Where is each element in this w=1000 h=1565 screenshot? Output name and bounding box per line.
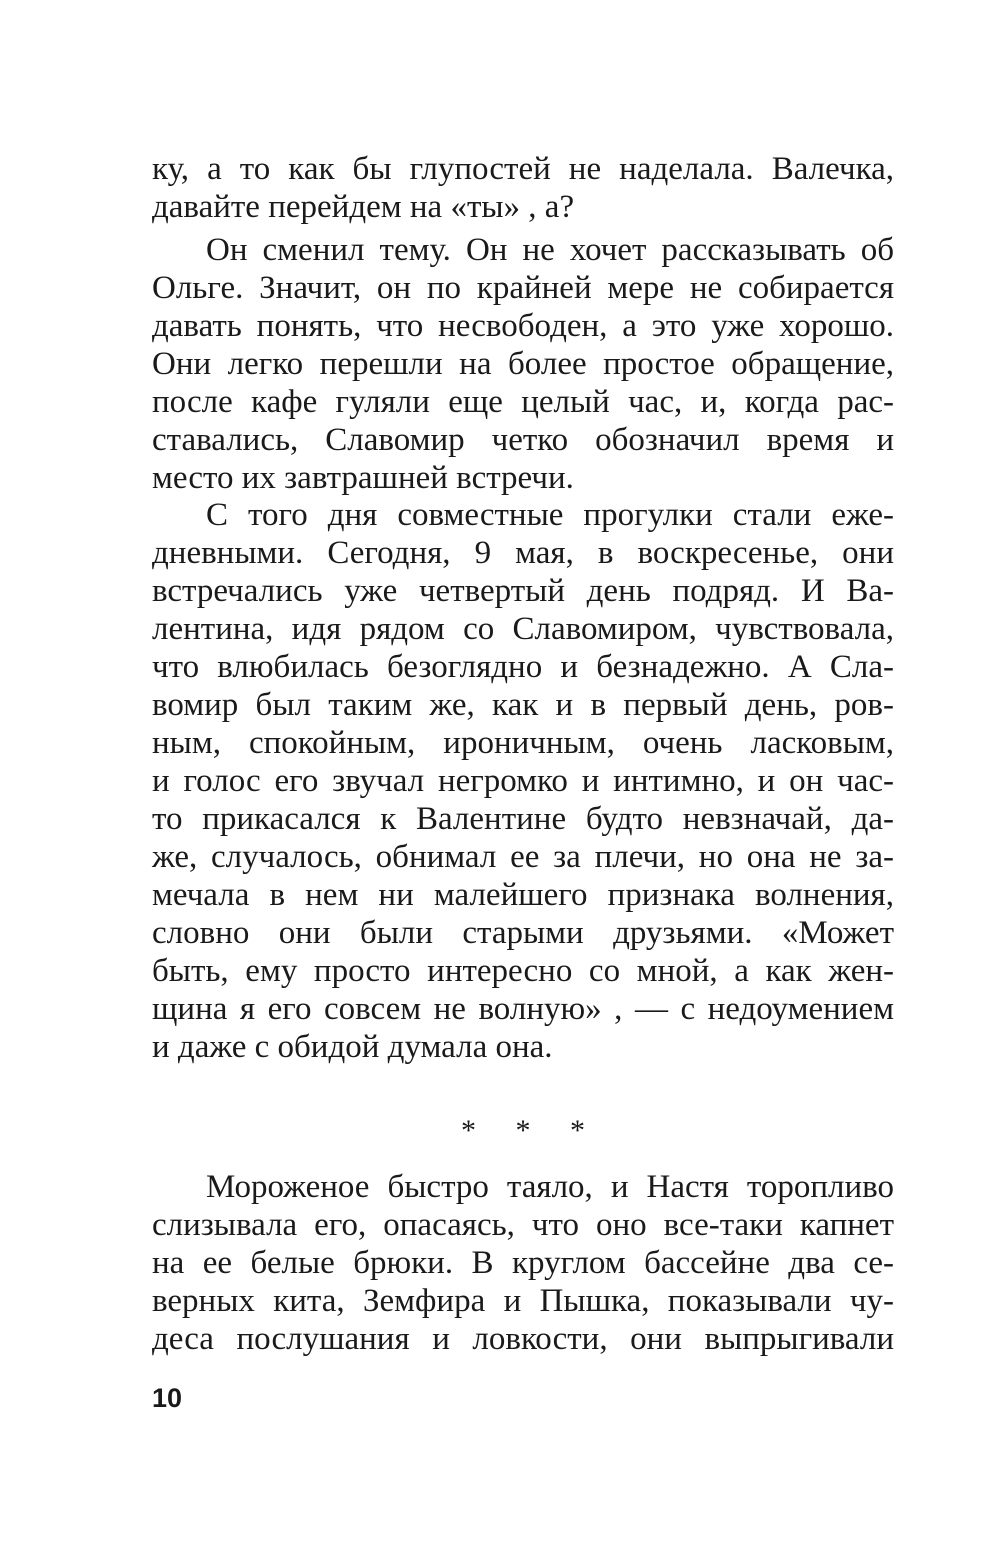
text-line: мечала в нем ни малейшего признака волнения, [152,877,894,913]
text-line: ставались, Славомир четко обозначил время и [152,422,894,458]
text-line: давайте перейдем на «ты» , а? [152,189,575,225]
text-line: вомир был таким же, как и в первый день, ров- [152,687,894,723]
text-line: лентина, идя рядом со Славомиром, чувствовала, [152,611,894,647]
text-line: щина я его совсем не волную» , — с недоумением [152,991,894,1027]
paragraph-continuation [152,150,894,226]
text-line: ку, а то как бы глупостей не наделала. Валечка, [152,151,894,187]
paragraph [152,1168,894,1358]
text-line: словно они были старыми друзьями. «Может [152,915,894,951]
text-line: на ее белые брюки. В круглом бассейне два се- [152,1245,894,1281]
text-line: место их завтрашней встречи. [152,460,574,496]
text-line: Ольге. Значит, он по крайней мере не собирается [152,270,894,306]
text-line: ным, спокойным, ироничным, очень ласковым, [152,725,894,761]
text-line: верных кита, Земфира и Пышка, показывали чу- [152,1283,894,1319]
text-line: Он сменил тему. Он не хочет рассказывать об [206,232,894,268]
paragraph [152,231,894,497]
text-line: давать понять, что несвободен, а это уже хорошо. [152,308,894,344]
text-line: быть, ему просто интересно со мной, а как жен- [152,953,894,989]
text-line: дневными. Сегодня, 9 мая, в воскресенье, они [152,535,894,571]
text-line: Мороженое быстро таяло, и Настя торопливо [206,1169,894,1205]
text-line: Они легко перешли на более простое обращение, [152,346,894,382]
text-line: то прикасался к Валентине будто невзначай, да- [152,801,894,837]
text-line: после кафе гуляли еще целый час, и, когда рас- [152,384,894,420]
text-line: встречались уже четвертый день подряд. И Ва- [152,573,894,609]
text-line: и даже с обидой думала она. [152,1029,553,1065]
section-separator: * * * [461,1114,601,1147]
text-line: С того дня совместные прогулки стали еже- [206,497,894,533]
text-line: что влюбилась безоглядно и безнадежно. А Сла- [152,649,894,685]
text-line: деса послушания и ловкости, они выпрыгивали [152,1321,894,1357]
text-line: слизывала его, опасаясь, что оно все-таки капнет [152,1207,894,1243]
text-line: и голос его звучал негромко и интимно, и он час- [152,763,894,799]
paragraph [152,496,894,1066]
text-line: же, случалось, обнимал ее за плечи, но она не за- [152,839,894,875]
page-number: 10 [152,1383,183,1413]
